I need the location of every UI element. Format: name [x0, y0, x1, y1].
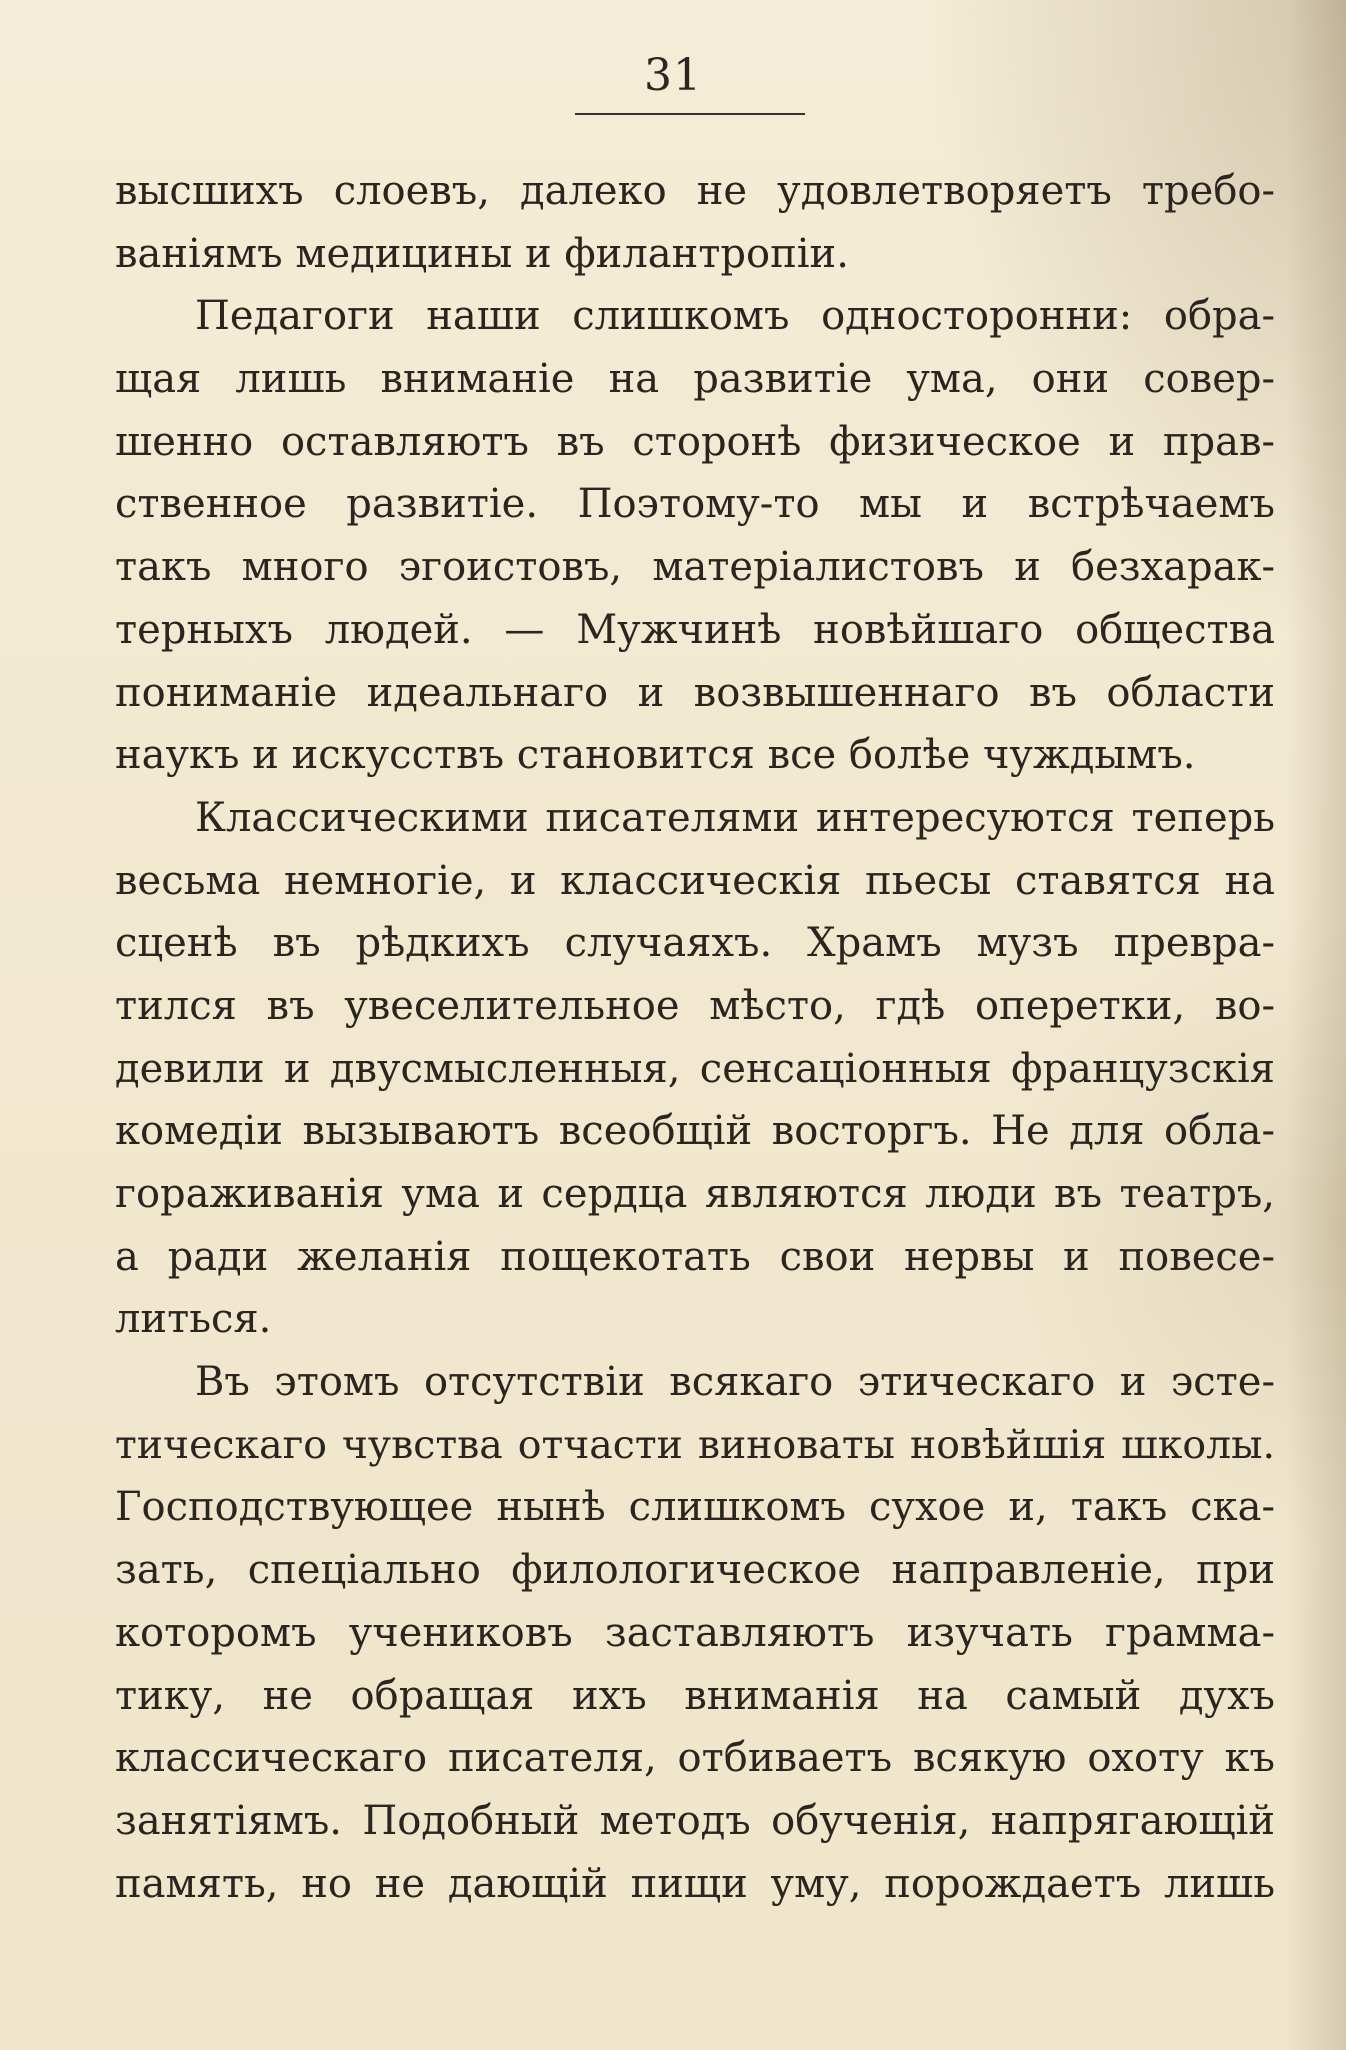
text-line: такъ много эгоистовъ, матерiалистовъ и безхарак- [115, 544, 1275, 591]
text-line: ванiямъ медицины и филантропiи. [115, 230, 849, 277]
text-line: Господствующее нынѣ слишкомъ сухое и, такъ ска- [115, 1484, 1275, 1531]
text-line: пониманiе идеальнаго и возвышеннаго въ области [115, 669, 1275, 716]
text-line: а ради желанiя пощекотать свои нервы и повесе- [115, 1233, 1275, 1280]
text-line: которомъ учениковъ заставляютъ изучать грамма- [115, 1609, 1275, 1656]
text-line: гораживанiя ума и сердца являются люди въ театръ, [115, 1171, 1275, 1217]
text-line: девили и двусмысленныя, сенсацiонныя французскiя [115, 1045, 1275, 1092]
text-line: шенно оставляютъ въ сторонѣ физическое и прав- [115, 418, 1275, 465]
text-line: высшихъ слоевъ, далеко не удовлетворяетъ требо- [115, 168, 1275, 214]
text-line: Классическими писателями интересуются теперь [195, 794, 1275, 841]
text-line: ственное развитiе. Поэтому-то мы и встрѣчаемъ [115, 481, 1275, 528]
page-edge-shadow [1286, 0, 1346, 2050]
text-line: тику, не обращая ихъ вниманiя на самый духъ [115, 1672, 1275, 1719]
text-line: литься. [115, 1296, 272, 1343]
text-line: тическаго чувства отчасти виноваты новѣйшiя школы. [115, 1421, 1275, 1468]
page-number: 31 [644, 50, 702, 101]
text-line: весьма немногiе, и классическiя пьесы ставятся на [115, 857, 1275, 904]
text-line: комедiи вызываютъ всеобщiй восторгъ. Не для обла- [115, 1108, 1275, 1155]
text-line: классическаго писателя, отбиваетъ всякую охоту къ [115, 1735, 1275, 1782]
text-line: память, но не дающiй пищи уму, порождаетъ лишь [115, 1860, 1275, 1907]
text-line: Педагоги наши слишкомъ односторонни: обра- [195, 293, 1275, 340]
header-rule [575, 113, 805, 115]
text-line: терныхъ людей. — Мужчинѣ новѣйшаго общества [115, 606, 1275, 653]
text-line: наукъ и искусствъ становится все болѣе чуждымъ. [115, 732, 1196, 779]
text-line: щая лишь вниманiе на развитiе ума, они совер- [115, 356, 1275, 403]
text-line: занятiямъ. Подобный методъ обученiя, напрягающiй [115, 1797, 1275, 1844]
text-line: сценѣ въ рѣдкихъ случаяхъ. Храмъ музъ превра- [115, 920, 1275, 967]
body-text [115, 160, 1275, 1915]
text-line: Въ этомъ отсутствiи всякаго этическаго и эсте- [195, 1359, 1275, 1406]
text-line: тился въ увеселительное мѣсто, гдѣ оперетки, во- [115, 982, 1275, 1029]
text-line: зать, спецiально филологическое направленiе, при [115, 1547, 1275, 1594]
